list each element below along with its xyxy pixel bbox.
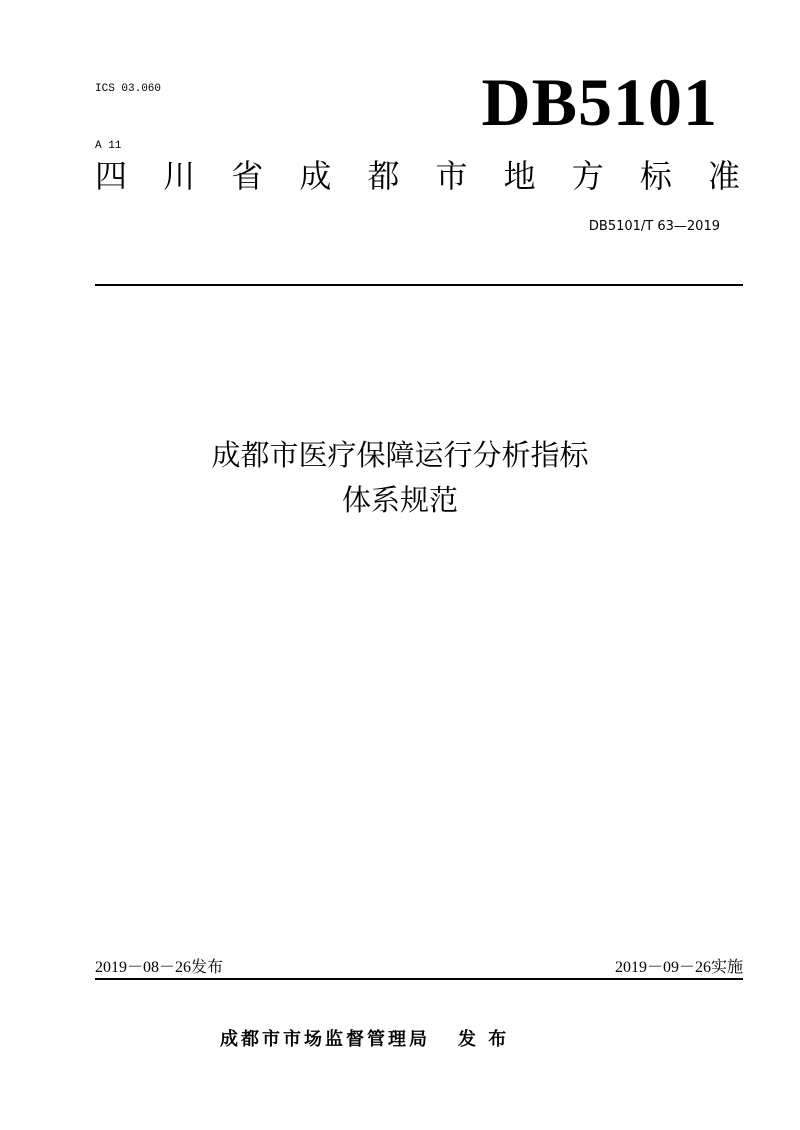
document-title-line-1: 成都市医疗保障运行分析指标 bbox=[211, 438, 589, 472]
standard-type-char: 地 bbox=[503, 157, 536, 195]
standard-type-title bbox=[95, 155, 740, 197]
implement-date: 2019－09－26 bbox=[614, 959, 711, 976]
release-label: 发布 bbox=[191, 959, 224, 976]
top-divider bbox=[95, 284, 743, 286]
standard-logo: DB5101 bbox=[481, 64, 718, 140]
release-date: 2019－08－26 bbox=[95, 959, 192, 976]
ics-code: ICS 03.060 bbox=[95, 83, 162, 95]
standard-type-char: 四 bbox=[95, 157, 128, 195]
standard-type-char: 都 bbox=[367, 157, 400, 195]
ccs-code: A 11 bbox=[95, 140, 122, 152]
standard-type-char: 成 bbox=[299, 157, 332, 195]
standard-type-char: 方 bbox=[571, 157, 604, 195]
release-date-block bbox=[95, 958, 223, 978]
standard-type-char: 省 bbox=[231, 157, 264, 195]
issuer-line bbox=[220, 1028, 509, 1052]
document-title bbox=[0, 433, 800, 523]
document-title-line-2: 体系规范 bbox=[341, 483, 458, 517]
implement-date-block bbox=[615, 958, 743, 978]
issuer-action: 发 布 bbox=[458, 1029, 510, 1050]
standard-type-char: 川 bbox=[163, 157, 196, 195]
standard-type-char: 市 bbox=[435, 157, 468, 195]
bottom-divider bbox=[95, 978, 743, 980]
standard-type-char: 准 bbox=[707, 157, 740, 195]
standard-code: DB5101/T 63—2019 bbox=[588, 219, 720, 234]
standard-type-char: 标 bbox=[639, 157, 672, 195]
issuer-name: 成都市市场监督管理局 bbox=[220, 1029, 430, 1050]
implement-label: 实施 bbox=[710, 959, 743, 976]
date-row bbox=[95, 958, 743, 978]
